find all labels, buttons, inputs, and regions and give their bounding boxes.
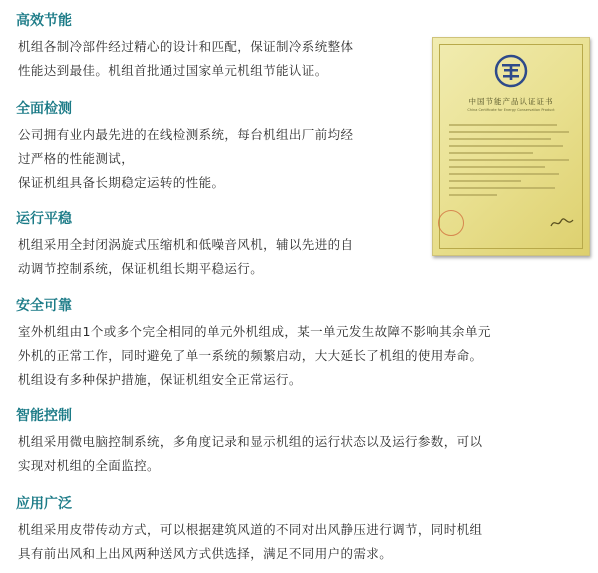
- section-heading: 智能控制: [16, 408, 72, 424]
- section-text-line: 机组采用全封闭涡旋式压缩机和低噪音风机，辅以先进的自: [18, 237, 354, 252]
- section-heading: 应用广泛: [16, 496, 72, 512]
- section-energy-saving: [12, 13, 353, 83]
- certificate-seal-icon: [438, 210, 464, 236]
- section-heading: 高效节能: [16, 13, 72, 29]
- section-text-line: 过严格的性能测试，: [18, 151, 135, 166]
- certificate-title: 中国节能产品认证证书: [468, 97, 554, 106]
- energy-certificate-image: [432, 37, 590, 256]
- section-heading: 安全可靠: [16, 298, 72, 314]
- section-smart-control: [12, 408, 482, 478]
- section-text-line: 机组采用微电脑控制系统，多角度记录和显示机组的运行状态以及运行参数，可以: [18, 434, 483, 449]
- certification-logo-icon: [494, 54, 528, 88]
- signature-icon: [549, 216, 575, 230]
- section-text-line: 机组设有多种保护措施，保证机组安全正常运行。: [18, 372, 302, 387]
- section-heading: 全面检测: [16, 101, 72, 117]
- section-text-line: 机组采用皮带传动方式，可以根据建筑风道的不同对出风静压进行调节，同时机组: [18, 522, 483, 537]
- section-text-line: 具有前出风和上出风两种送风方式供选择，满足不同用户的需求。: [18, 546, 393, 561]
- section-stable-operation: [12, 211, 353, 281]
- section-text-line: 室外机组由1个或多个完全相同的单元外机组成，某一单元发生故障不影响其余单元: [18, 324, 491, 339]
- section-text-line: 性能达到最佳。机组首批通过国家单元机组节能认证。: [18, 63, 328, 78]
- section-text-line: 公司拥有业内最先进的在线检测系统，每台机组出厂前均经: [18, 127, 354, 142]
- section-text-line: 机组各制冷部件经过精心的设计和匹配，保证制冷系统整体: [18, 39, 354, 54]
- section-text-line: 保证机组具备长期稳定运转的性能。: [18, 175, 225, 190]
- certificate-subtitle: China Certificate for Energy Conservation Product: [467, 108, 555, 112]
- section-text-line: 外机的正常工作，同时避免了单一系统的频繁启动，大大延长了机组的使用寿命。: [18, 348, 483, 363]
- section-text-line: 动调节控制系统，保证机组长期平稳运行。: [18, 261, 264, 276]
- section-safety: [12, 298, 491, 392]
- section-wide-application: [12, 496, 482, 566]
- section-text-line: 实现对机组的全面监控。: [18, 458, 160, 473]
- certificate-text-lines: [449, 124, 569, 201]
- section-heading: 运行平稳: [16, 211, 72, 227]
- section-full-inspection: [12, 101, 353, 195]
